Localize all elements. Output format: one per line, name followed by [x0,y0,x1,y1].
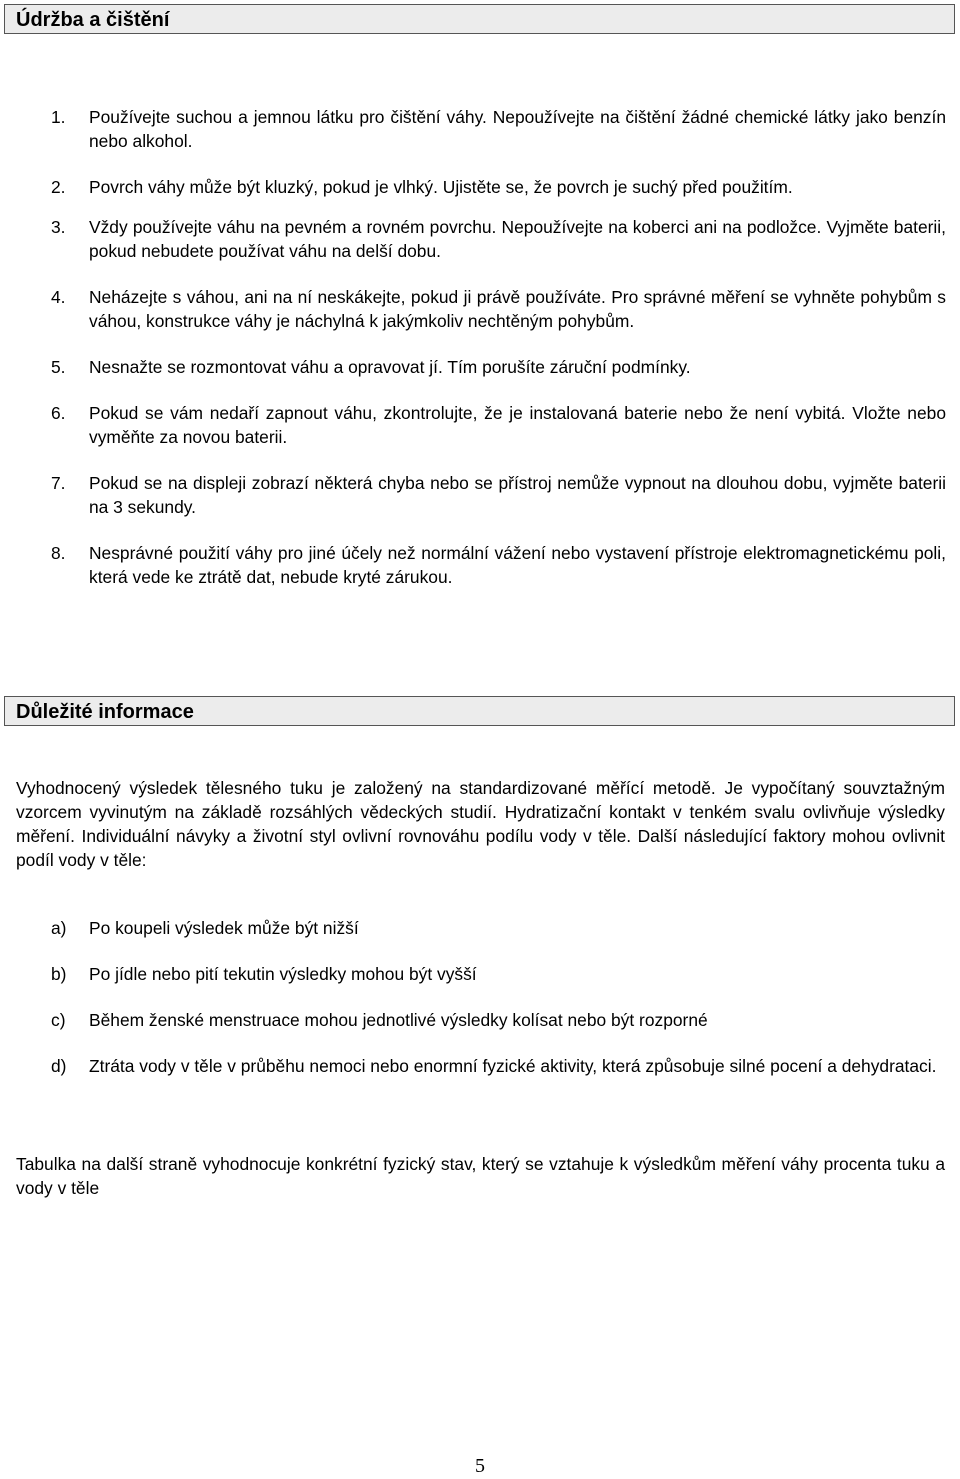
item-text: Pokud se vám nedaří zapnout váhu, zkontrolujte, že je instalovaná baterie nebo že není vybitá. Vložte nebo vyměňte za novou baterii. [89,403,946,447]
item-text: Ztráta vody v těle v průběhu nemoci nebo enormní fyzické aktivity, která způsobuje silné pocení a dehydrataci. [89,1056,937,1076]
list-item [51,401,946,449]
item-number: 3. [51,217,66,237]
section-title-important: Důležité informace [16,701,194,723]
info-paragraph: Vyhodnocený výsledek tělesného tuku je založený na standardizované měřící metodě. Je vypočítaný souvztažným vzorcem vyvinutým na základě rozsáhlých vědeckých studií. Hydratizační kontakt v tenkém svalu ovlivňuje výsledky měření. Individuální návyky a životní styl ovlivní rovnováhu podílu vody v těle. Další následující faktory mohou ovlivnit podíl vody v těle: [16,778,945,870]
list-item [51,1054,946,1078]
item-number: 2. [51,177,66,197]
list-item [51,1008,946,1032]
list-item [51,916,946,940]
list-item [51,471,946,519]
item-text: Povrch váhy může být kluzký, pokud je vlhký. Ujistěte se, že povrch je suchý před použitím. [89,177,793,197]
item-text: Nesprávné použití váhy pro jiné účely než normální vážení nebo vystavení přístroje elektromagnetickému poli, která vede ke ztrátě dat, nebude kryté zárukou. [89,543,946,587]
item-text: Po jídle nebo pití tekutin výsledky mohou být vyšší [89,964,477,984]
item-text: Po koupeli výsledek může být nižší [89,918,359,938]
item-letter: c) [51,1010,66,1030]
list-item [51,105,946,153]
item-number: 6. [51,403,66,423]
list-item [51,355,946,379]
section-header-maintenance [4,4,955,34]
list-item [51,962,946,986]
list-item [51,285,946,333]
list-item [51,175,946,199]
item-number: 5. [51,357,66,377]
item-number: 4. [51,287,66,307]
item-number: 8. [51,543,66,563]
item-letter: a) [51,918,67,938]
item-text: Používejte suchou a jemnou látku pro čištění váhy. Nepoužívejte na čištění žádné chemické látky jako benzín nebo alkohol. [89,107,946,151]
factors-list [51,916,946,1100]
item-text: Vždy používejte váhu na pevném a rovném povrchu. Nepoužívejte na koberci ani na podložce. Vyjměte baterii, pokud nebudete používat váhu na delší dobu. [89,217,946,261]
list-item [51,541,946,589]
item-number: 7. [51,473,66,493]
item-text: Nesnažte se rozmontovat váhu a opravovat jí. Tím porušíte záruční podmínky. [89,357,691,377]
section-title-maintenance: Údržba a čištění [16,9,170,31]
item-text: Neházejte s váhou, ani na ní neskákejte, pokud ji právě používáte. Pro správné měření se vyhněte pohybům s váhou, konstrukce váhy je náchylná k jakýmkoliv nechtěným pohybům. [89,287,946,331]
item-text: Během ženské menstruace mohou jednotlivé výsledky kolísat nebo být rozporné [89,1010,708,1030]
page-number: 5 [475,1455,485,1477]
item-text: Pokud se na displeji zobrazí některá chyba nebo se přístroj nemůže vypnout na dlouhou dobu, vyjměte baterii na 3 sekundy. [89,473,946,517]
section-header-important [4,696,955,726]
list-item [51,215,946,263]
maintenance-list [51,105,946,611]
table-note: Tabulka na další straně vyhodnocuje konkrétní fyzický stav, který se vztahuje k výsledkům měření váhy procenta tuku a vody v těle [16,1154,945,1198]
item-number: 1. [51,107,66,127]
item-letter: b) [51,964,67,984]
item-letter: d) [51,1056,67,1076]
